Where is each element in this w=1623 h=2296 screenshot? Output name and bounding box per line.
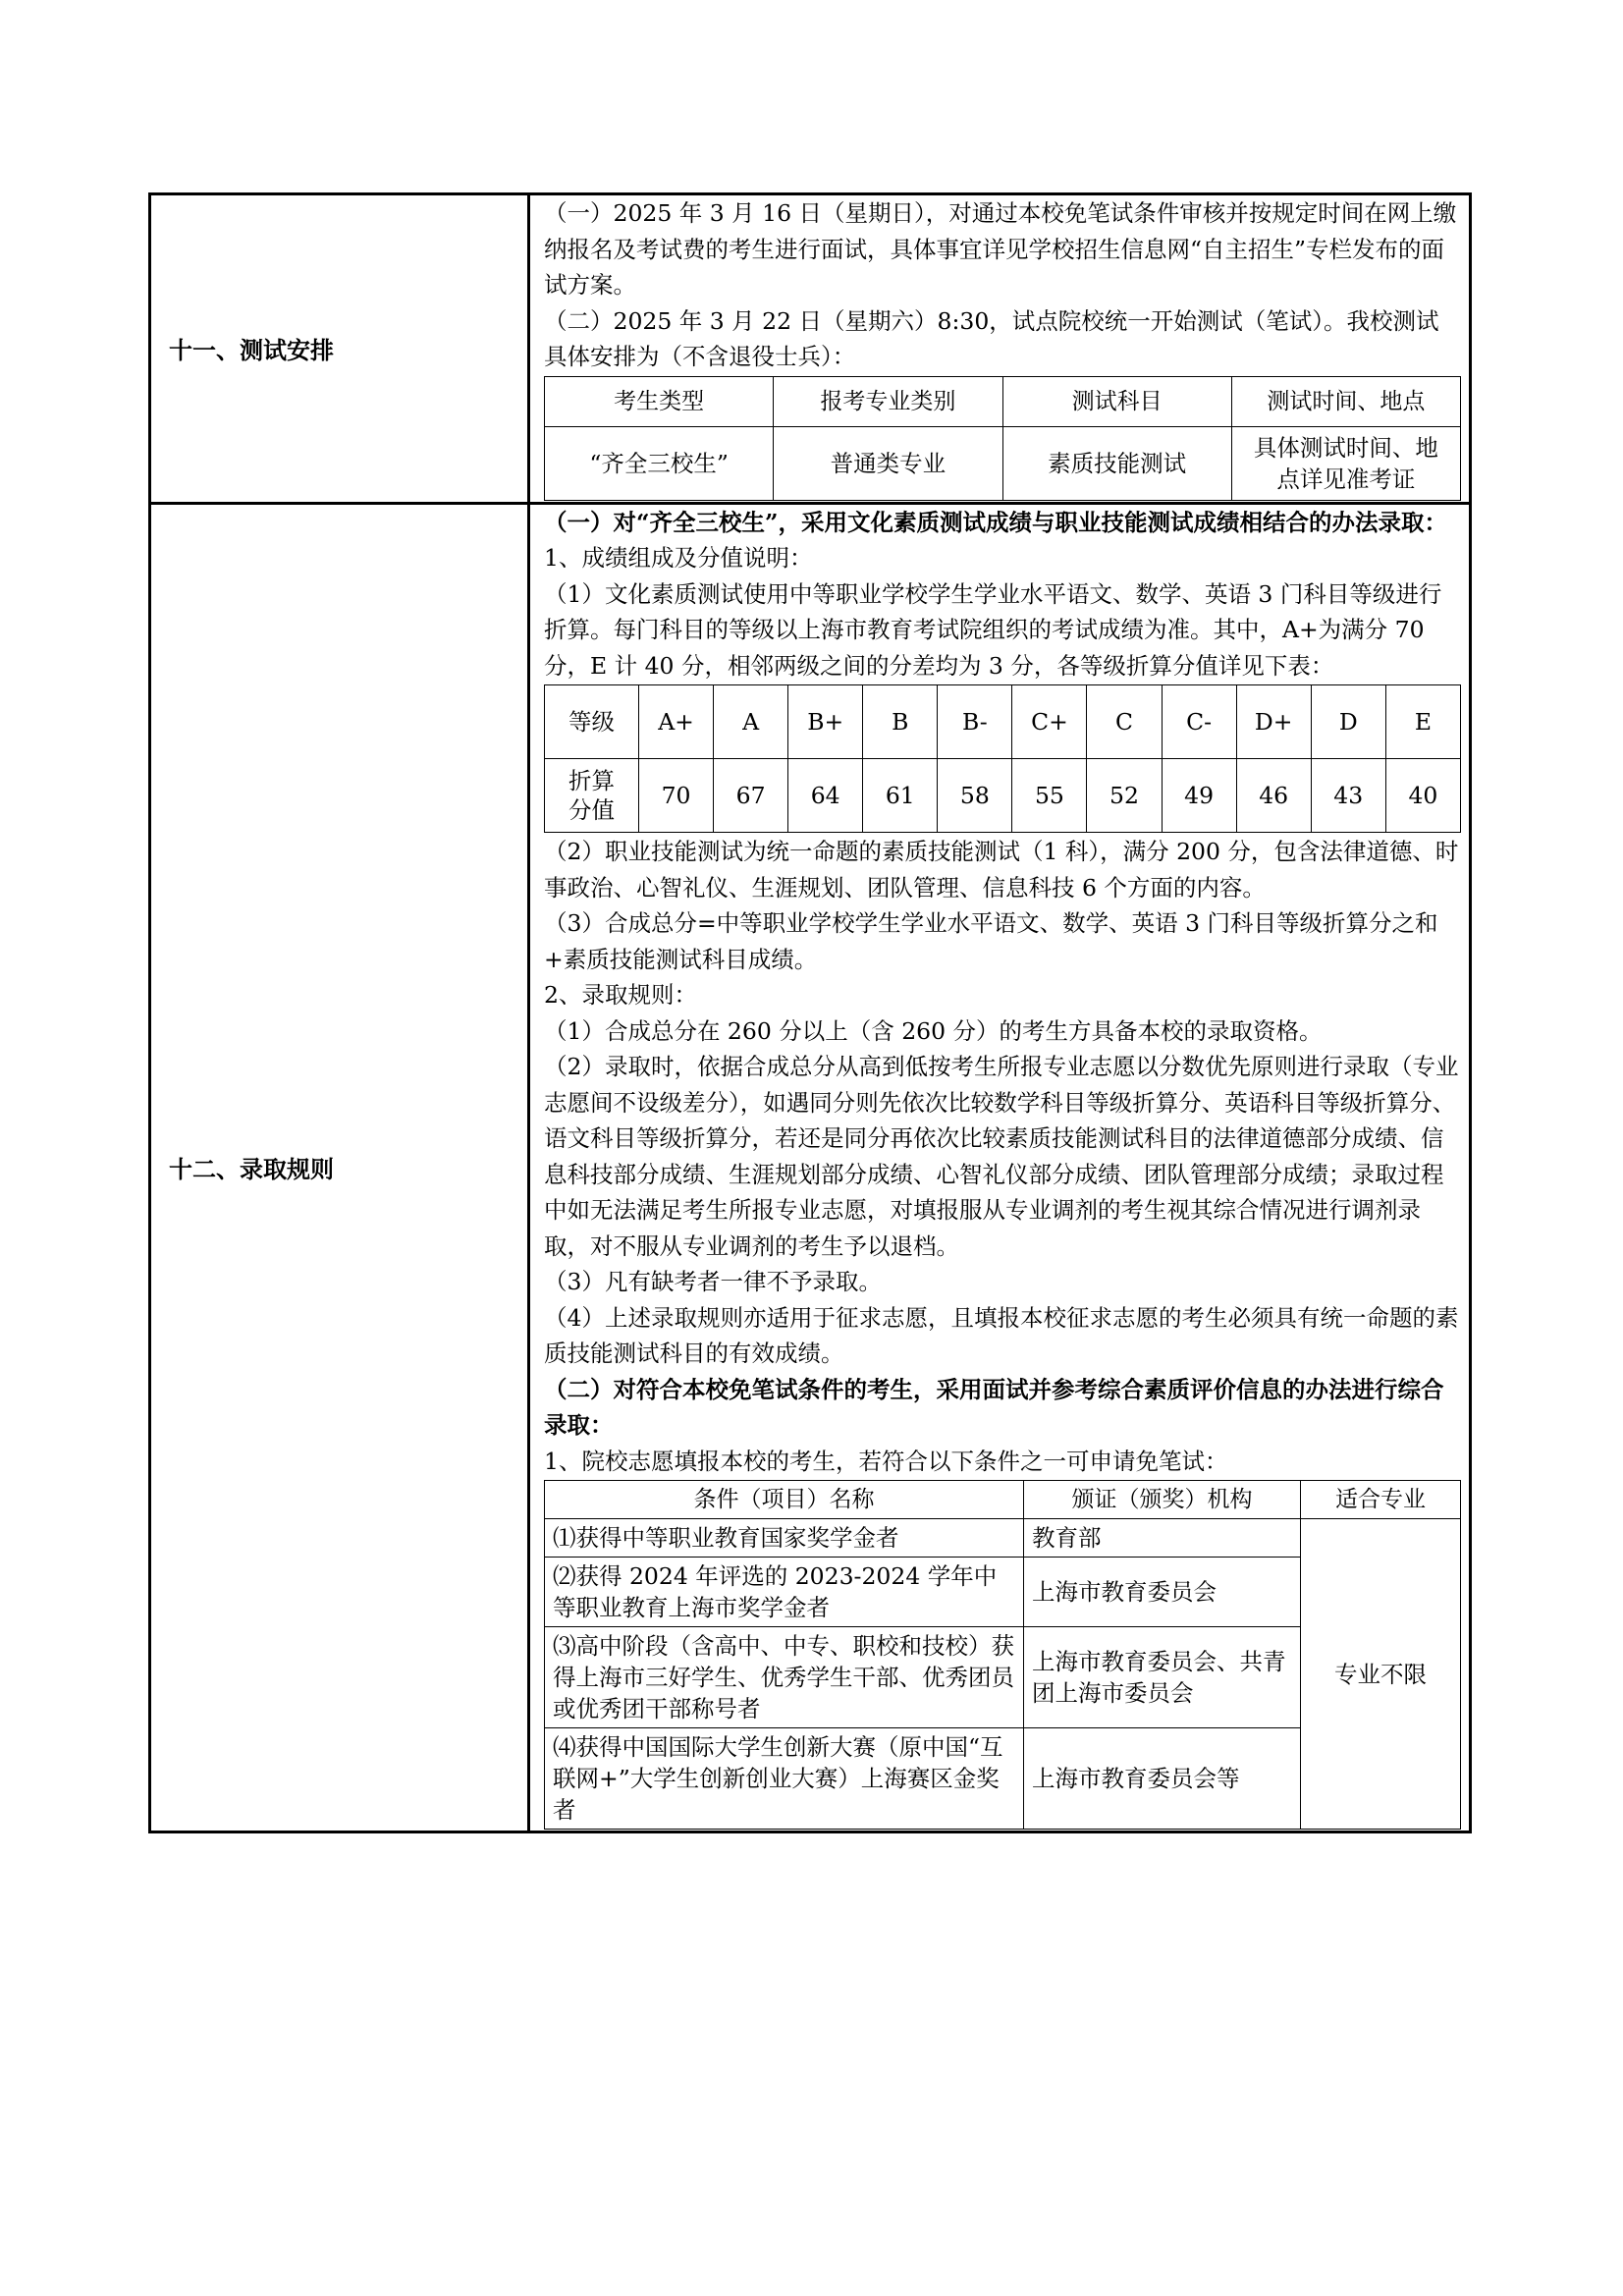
grade-cell: B xyxy=(863,685,938,759)
main-table xyxy=(148,192,1472,1833)
major-cell: 专业不限 xyxy=(1301,1519,1461,1830)
table-cell: “齐全三校生” xyxy=(545,426,774,500)
paragraph: （1）文化素质测试使用中等职业学校学生学业水平语文、数学、英语 3 门科目等级进行折算。每门科目的等级以上海市教育考试院组织的考试成绩为准。其中，A+为满分 70 分，E 计 40 分，相邻两级之间的分差均为 3 分，各等级折算分值详见下表： xyxy=(544,579,1442,680)
section-content-admission xyxy=(529,503,1471,1832)
score-cell: 67 xyxy=(714,759,788,833)
organization-cell: 上海市教育委员会等 xyxy=(1024,1728,1301,1830)
organization-cell: 教育部 xyxy=(1024,1519,1301,1558)
score-cell: 52 xyxy=(1087,759,1162,833)
grade-cell: B- xyxy=(938,685,1012,759)
paragraph: 1、院校志愿填报本校的考生，若符合以下条件之一可申请免笔试： xyxy=(544,1447,1228,1475)
paragraph: （2）职业技能测试为统一命题的素质技能测试（1 科），满分 200 分，包含法律道德、时事政治、心智礼仪、生涯规划、团队管理、信息科技 6 个方面的内容。 xyxy=(544,838,1459,902)
table-cell: 普通类专业 xyxy=(774,426,1002,500)
score-cell: 70 xyxy=(639,759,714,833)
paragraph: （二）2025 年 3 月 22 日（星期六）8:30，试点院校统一开始测试（笔试）。我校测试具体安排为（不含退役士兵）： xyxy=(544,306,1439,370)
score-row xyxy=(545,759,1461,833)
table-header-cell: 测试科目 xyxy=(1002,376,1231,426)
condition-cell: ⑶高中阶段（含高中、中专、职校和技校）获得上海市三好学生、优秀学生干部、优秀团员或优秀团干部称号者 xyxy=(545,1627,1024,1728)
grade-cell: E xyxy=(1385,685,1460,759)
table-header-cell: 测试时间、地点 xyxy=(1231,376,1460,426)
table-header-row xyxy=(545,1481,1461,1519)
section-content-testing xyxy=(529,194,1471,504)
table-header-cell: 报考专业类别 xyxy=(774,376,1002,426)
organization-cell: 上海市教育委员会、共青团上海市委员会 xyxy=(1024,1627,1301,1728)
grade-table xyxy=(544,684,1461,833)
grade-cell: C+ xyxy=(1012,685,1087,759)
section-row-testing xyxy=(150,194,1471,504)
paragraph: 1、成绩组成及分值说明： xyxy=(544,544,813,572)
score-cell: 40 xyxy=(1385,759,1460,833)
condition-cell: ⑴获得中等职业教育国家奖学金者 xyxy=(545,1519,1024,1558)
table-header-cell: 适合专业 xyxy=(1301,1481,1461,1519)
paragraph: （一）2025 年 3 月 16 日（星期日），对通过本校免笔试条件审核并按规定时间在网上缴纳报名及考试费的考生进行面试，具体事宜详见学校招生信息网“自主招生”专栏发布的面试方案。 xyxy=(544,199,1457,299)
score-cell: 55 xyxy=(1012,759,1087,833)
table-header-cell: 条件（项目）名称 xyxy=(545,1481,1024,1519)
organization-cell: 上海市教育委员会 xyxy=(1024,1558,1301,1627)
table-cell: 素质技能测试 xyxy=(1002,426,1231,500)
table-header-cell: 折算分值 xyxy=(545,759,639,833)
paragraph: （2）录取时，依据合成总分从高到低按考生所报专业志愿以分数优先原则进行录取（专业志愿间不设级差分），如遇同分则先依次比较数学科目等级折算分、英语科目等级折算分、语文科目等级折算分，若还是同分再依次比较素质技能测试科目的法律道德部分成绩、信息科技部分成绩、生涯规划部分成绩、心智礼仪部分成绩、团队管理部分成绩；录取过程中如无法满足考生所报专业志愿，对填报服从专业调剂的考生视其综合情况进行调剂录取，对不服从专业调剂的考生予以退档。 xyxy=(544,1053,1459,1260)
table-header-cell: 考生类型 xyxy=(545,376,774,426)
grade-cell: D xyxy=(1311,685,1385,759)
score-cell: 43 xyxy=(1311,759,1385,833)
paragraph-bold: （二）对符合本校免笔试条件的考生，采用面试并参考综合素质评价信息的办法进行综合录取： xyxy=(544,1375,1444,1439)
grade-cell: B+ xyxy=(788,685,863,759)
grade-cell: A xyxy=(714,685,788,759)
grade-cell: A+ xyxy=(639,685,714,759)
score-cell: 64 xyxy=(788,759,863,833)
paragraph: （1）合成总分在 260 分以上（含 260 分）的考生方具备本校的录取资格。 xyxy=(544,1016,1323,1045)
table-header-row xyxy=(545,376,1461,426)
schedule-table xyxy=(544,376,1461,501)
score-cell: 58 xyxy=(938,759,1012,833)
section-label-testing: 十一、测试安排 xyxy=(150,194,529,504)
section-row-admission xyxy=(150,503,1471,1832)
paragraph: （3）合成总分=中等职业学校学生学业水平语文、数学、英语 3 门科目等级折算分之和+素质技能测试科目成绩。 xyxy=(544,909,1438,973)
table-cell: 具体测试时间、地点详见准考证 xyxy=(1231,426,1460,500)
grade-cell: C xyxy=(1087,685,1162,759)
paragraph: （3）凡有缺考者一律不予录取。 xyxy=(544,1268,882,1295)
score-cell: 61 xyxy=(863,759,938,833)
score-cell: 46 xyxy=(1236,759,1311,833)
exemption-table xyxy=(544,1480,1461,1830)
paragraph: （4）上述录取规则亦适用于征求志愿，且填报本校征求志愿的考生必须具有统一命题的素质技能测试科目的有效成绩。 xyxy=(544,1303,1459,1367)
table-row xyxy=(545,426,1461,500)
section-label-admission: 十二、录取规则 xyxy=(150,503,529,1832)
paragraph-bold: （一）对“齐全三校生”，采用文化素质测试成绩与职业技能测试成绩相结合的办法录取： xyxy=(544,508,1448,536)
condition-cell: ⑵获得 2024 年评选的 2023-2024 学年中等职业教育上海市奖学金者 xyxy=(545,1558,1024,1627)
table-row xyxy=(545,1519,1461,1558)
paragraph: 2、录取规则： xyxy=(544,981,697,1009)
grade-row xyxy=(545,685,1461,759)
score-cell: 49 xyxy=(1162,759,1236,833)
condition-cell: ⑷获得中国国际大学生创新大赛（原中国“互联网+”大学生创新创业大赛）上海赛区金奖者 xyxy=(545,1728,1024,1830)
grade-cell: C- xyxy=(1162,685,1236,759)
table-header-cell: 颁证（颁奖）机构 xyxy=(1024,1481,1301,1519)
table-header-cell: 等级 xyxy=(545,685,639,759)
grade-cell: D+ xyxy=(1236,685,1311,759)
